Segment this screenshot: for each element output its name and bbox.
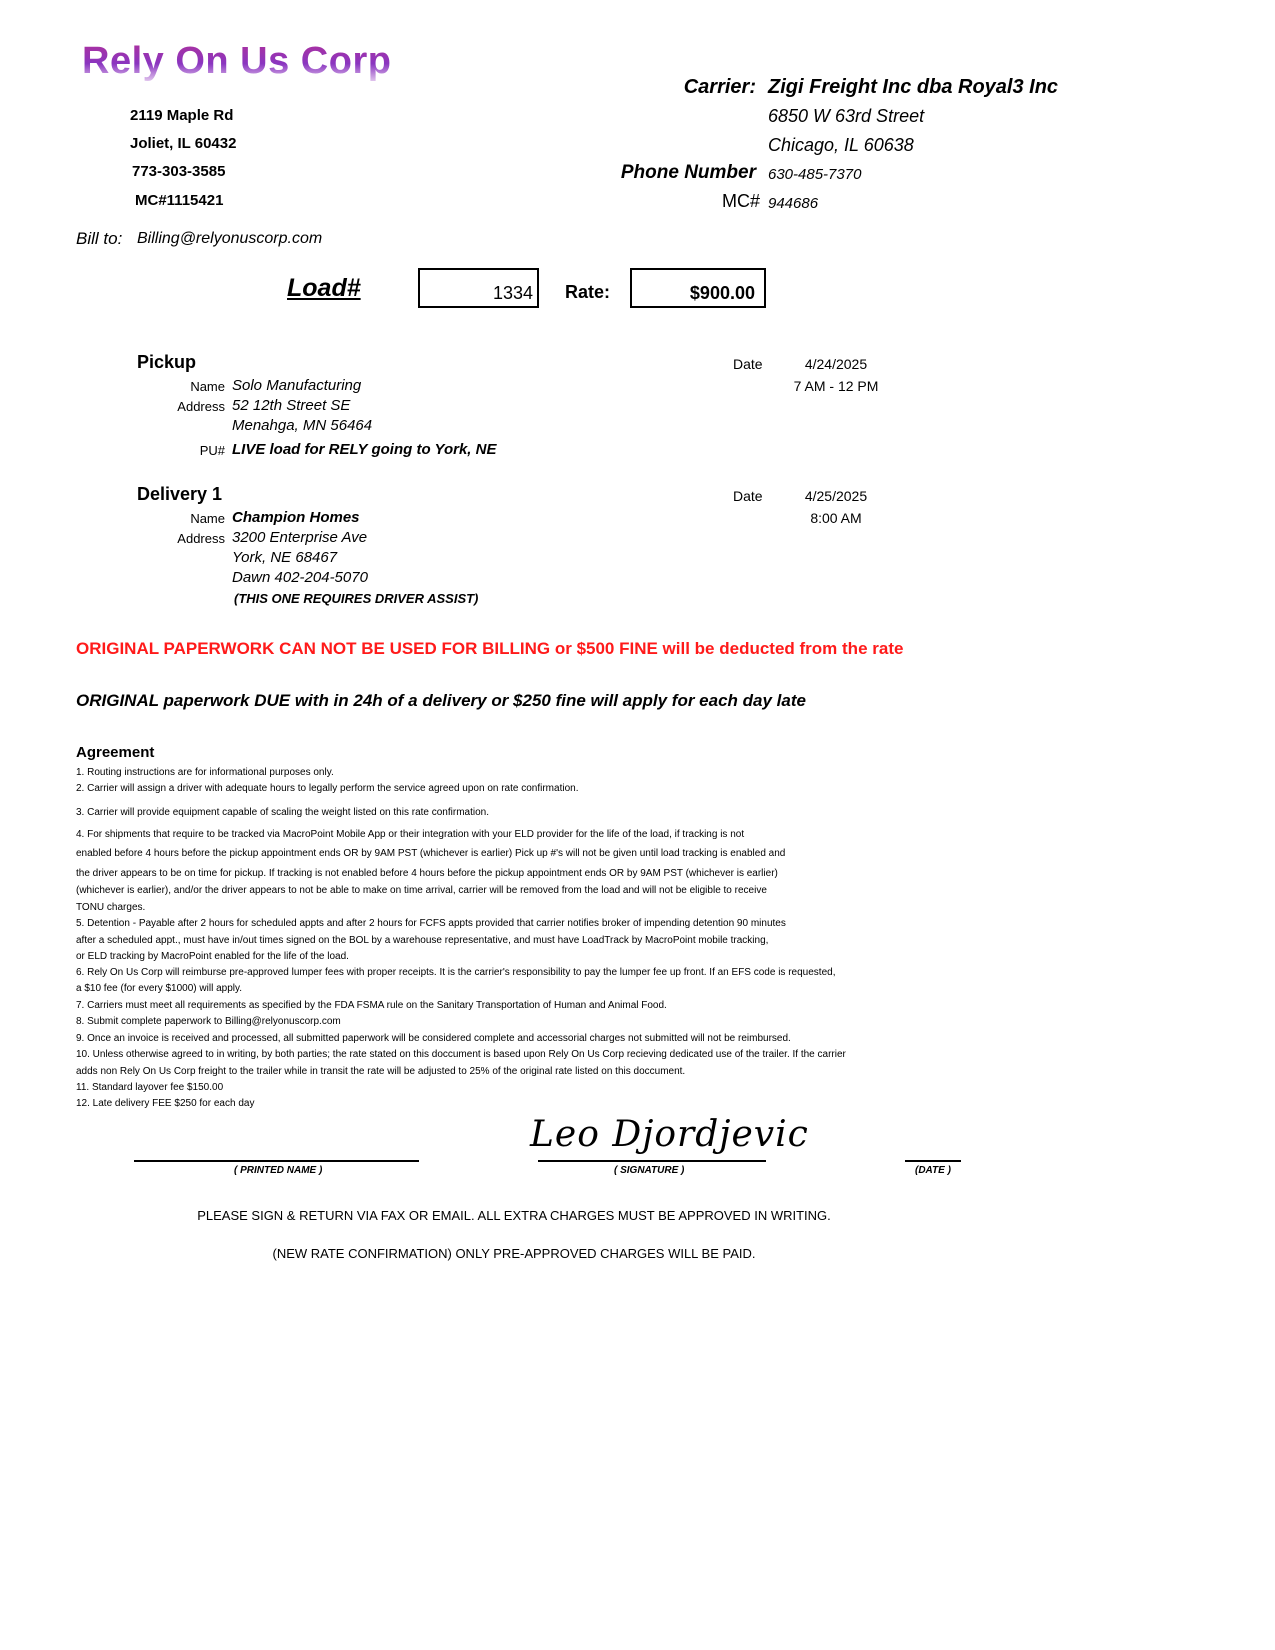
warning-paperwork-due: ORIGINAL paperwork DUE with in 24h of a delivery or $250 fine will apply for each day late (76, 691, 806, 710)
delivery-date: 4/25/2025 (804, 488, 868, 504)
delivery-address-line2: York, NE 68467 (232, 549, 338, 566)
company-logo: Rely On Us Corp (82, 40, 392, 82)
date-caption: (DATE ) (915, 1165, 951, 1176)
company-address-line1: 2119 Maple Rd (130, 107, 234, 124)
agreement-line: 9. Once an invoice is received and processed, all submitted paperwork will be considered complete and accessorial charges not submitted will not be reimbursed. (76, 1033, 791, 1044)
footer-line2: (NEW RATE CONFIRMATION) ONLY PRE-APPROVED CHARGES WILL BE PAID. (272, 1246, 756, 1261)
printed-name-caption: ( PRINTED NAME ) (234, 1165, 323, 1176)
agreement-line: 6. Rely On Us Corp will reimburse pre-approved lumper fees with proper receipts. It is the carrier's responsibility to pay the lumper fee up front. If an EFS code is requested, (76, 967, 836, 978)
agreement-line: 4. For shipments that require to be tracked via MacroPoint Mobile App or their integration with your ELD provider for the life of the load, if tracking is not (76, 829, 745, 840)
agreement-line: a $10 fee (for every $1000) will apply. (76, 983, 243, 994)
agreement-line: 7. Carriers must meet all requirements as specified by the FDA FSMA rule on the Sanitary Transportation of Human and Animal Food. (76, 1000, 667, 1011)
rate-box (630, 268, 766, 308)
delivery-time: 8:00 AM (810, 510, 862, 526)
warning-billing-fine: ORIGINAL PAPERWORK CAN NOT BE USED FOR BILLING or $500 FINE will be deducted from the rate (76, 639, 904, 658)
pickup-address-line1: 52 12th Street SE (232, 397, 351, 414)
agreement-line: 10. Unless otherwise agreed to in writing, by both parties; the rate stated on this doccument is based upon Rely On Us Corp recieving dedicated use of the trailer. If the carrier (76, 1049, 846, 1060)
delivery-name-label: Name (190, 511, 225, 526)
agreement-line: (whichever is earlier), and/or the driver appears to not be able to make on time arrival, carrier will be removed from the load and will not be eligible to receive (76, 885, 767, 896)
date-line[interactable] (905, 1160, 961, 1162)
company-mc: MC#1115421 (135, 192, 224, 209)
delivery-name: Champion Homes (232, 509, 360, 526)
rate-value: $900.00 (689, 283, 755, 303)
pickup-title: Pickup (137, 352, 197, 372)
pickup-date-label: Date (733, 356, 763, 372)
bill-to-label: Bill to: (76, 229, 123, 248)
company-phone: 773-303-3585 (132, 163, 226, 180)
agreement-line: 12. Late delivery FEE $250 for each day (76, 1098, 255, 1109)
load-number: 1334 (492, 283, 533, 303)
signature-caption: ( SIGNATURE ) (614, 1165, 685, 1176)
agreement-line: TONU charges. (76, 902, 146, 913)
pickup-pu-label: PU# (199, 443, 225, 458)
pickup-time: 7 AM - 12 PM (793, 378, 879, 394)
load-number-box (418, 268, 539, 308)
delivery-date-label: Date (733, 488, 763, 504)
pickup-pu-value: LIVE load for RELY going to York, NE (232, 441, 497, 458)
company-address-line2: Joliet, IL 60432 (130, 135, 237, 152)
pickup-address-line2: Menahga, MN 56464 (232, 417, 373, 434)
rate-label: Rate: (565, 282, 611, 302)
delivery-address-line1: 3200 Enterprise Ave (232, 529, 368, 546)
bill-to-email: Billing@relyonuscorp.com (137, 230, 323, 247)
carrier-phone-label: Phone Number (620, 162, 756, 183)
delivery-title: Delivery 1 (137, 484, 223, 504)
load-label: Load# (287, 274, 361, 302)
agreement-line: 1. Routing instructions are for informational purposes only. (76, 767, 334, 778)
carrier-label: Carrier: (683, 76, 756, 98)
handwritten-signature: Leo Djordjevic (530, 1114, 809, 1155)
agreement-line: enabled before 4 hours before the pickup appointment ends OR by 9AM PST (whichever is earlier) Pick up #'s will not be given until load tracking is enabled and (76, 848, 786, 859)
carrier-address-line2: Chicago, IL 60638 (768, 135, 914, 155)
agreement-line: after a scheduled appt., must have in/out times signed on the BOL by a warehouse representative, and must have LoadTrack by MacroPoint mobile tracking, (76, 935, 769, 946)
delivery-note: (THIS ONE REQUIRES DRIVER ASSIST) (234, 591, 479, 606)
agreement-line: 3. Carrier will provide equipment capable of scaling the weight listed on this rate confirmation. (76, 807, 489, 818)
carrier-mc-label: MC# (721, 191, 760, 211)
agreement-line: 2. Carrier will assign a driver with adequate hours to legally perform the service agreed upon on rate confirmation. (76, 783, 579, 794)
agreement-line: 5. Detention - Payable after 2 hours for scheduled appts and after 2 hours for FCFS appts provided that carrier notifies broker of impending detention 90 minutes (76, 918, 786, 929)
carrier-address-line1: 6850 W 63rd Street (768, 106, 925, 126)
carrier-phone: 630-485-7370 (768, 166, 862, 183)
agreement-line: 8. Submit complete paperwork to Billing@relyonuscorp.com (76, 1016, 341, 1027)
agreement-line: or ELD tracking by MacroPoint enabled for the life of the load. (76, 951, 349, 962)
footer-line1: PLEASE SIGN & RETURN VIA FAX OR EMAIL. ALL EXTRA CHARGES MUST BE APPROVED IN WRITING. (197, 1208, 831, 1223)
agreement-line: 11. Standard layover fee $150.00 (76, 1082, 224, 1093)
agreement-line: adds non Rely On Us Corp freight to the trailer while in transit the rate will be adjusted to 25% of the original rate listed on this doccument. (76, 1066, 686, 1077)
carrier-name: Zigi Freight Inc dba Royal3 Inc (768, 76, 1059, 98)
pickup-date: 4/24/2025 (804, 356, 868, 372)
delivery-address-label: Address (177, 531, 225, 546)
delivery-contact: Dawn 402-204-5070 (232, 569, 368, 586)
pickup-name-label: Name (190, 379, 225, 394)
pickup-address-label: Address (177, 399, 225, 414)
agreement-title: Agreement (76, 744, 155, 761)
carrier-mc: 944686 (768, 195, 819, 212)
signature-line[interactable] (538, 1160, 766, 1162)
agreement-line: the driver appears to be on time for pickup. If tracking is not enabled before 4 hours before the pickup appointment ends OR by 9AM PST (whichever is earlier) (76, 868, 778, 879)
printed-name-line[interactable] (134, 1160, 419, 1162)
pickup-name: Solo Manufacturing (232, 377, 362, 394)
